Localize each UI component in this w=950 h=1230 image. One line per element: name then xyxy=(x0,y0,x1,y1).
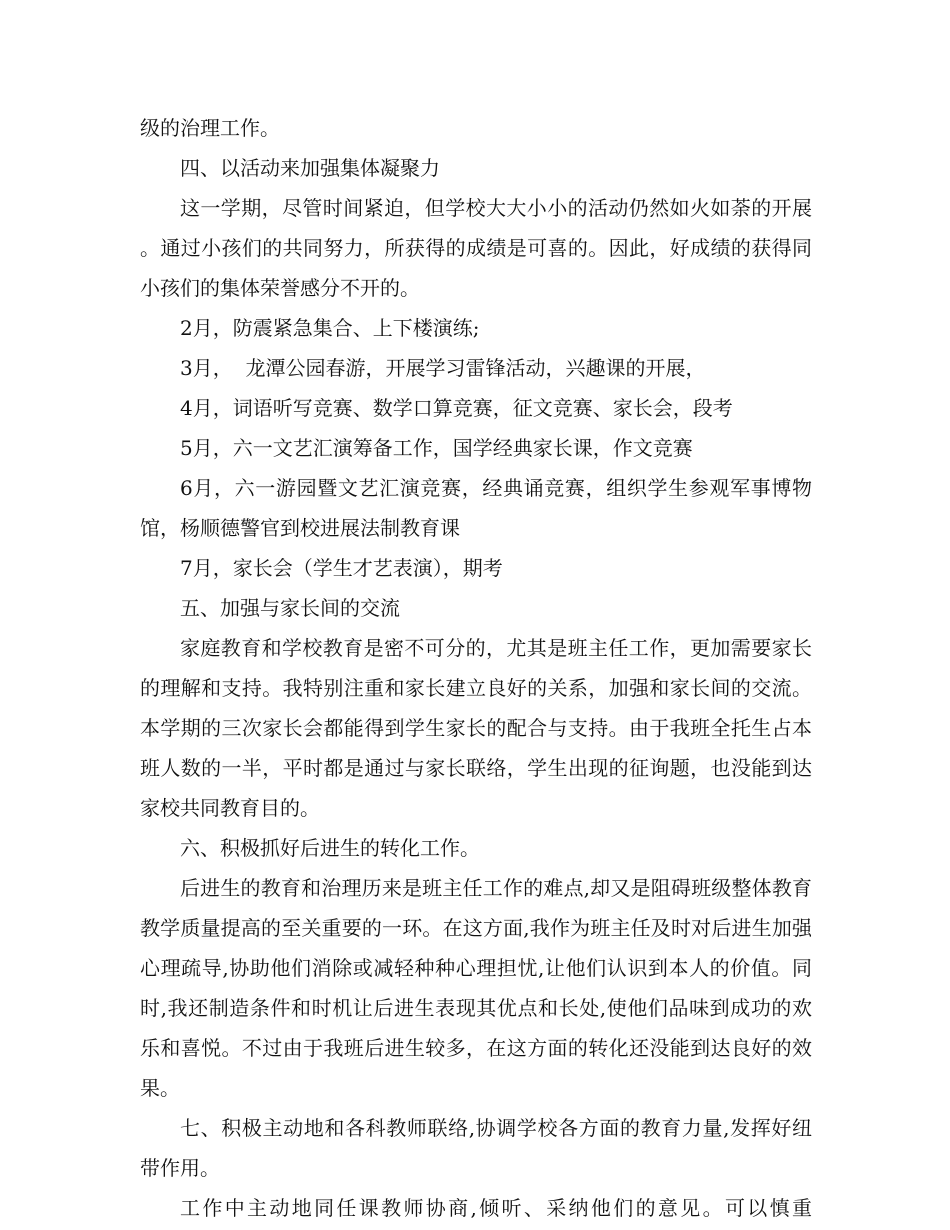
paragraph-continuation: 级的治理工作。 xyxy=(140,116,280,140)
section-heading-7: 七、积极主动地和各科教师联络,协调学校各方面的教育力量,发挥好纽带作用。 xyxy=(140,1116,812,1180)
section-heading-5: 五、加强与家长间的交流 xyxy=(180,596,400,620)
paragraph: 这一学期，尽管时间紧迫，但学校大大小小的活动仍然如火如荼的开展。通过小孩们的共同努力，所获得的成绩是可喜的。因此，好成绩的获得同小孩们的集体荣誉感分不开的。 xyxy=(140,196,812,300)
paragraph: 家庭教育和学校教育是密不可分的，尤其是班主任工作，更加需要家长的理解和支持。我特别注重和家长建立良好的关系，加强和家长间的交流。本学期的三次家长会都能得到学生家长的配合与支持。由于我班全托生占本班人数的一半，平时都是通过与家长联络，学生出现的征询题，也没能到达家校共同教育目的。 xyxy=(140,636,812,820)
list-item-month: 5月，六一文艺汇演筹备工作，国学经典家长课，作文竞赛 xyxy=(180,436,693,460)
section-heading-6: 六、积极抓好后进生的转化工作。 xyxy=(180,836,480,860)
paragraph: 后进生的教育和治理历来是班主任工作的难点,却又是阻碍班级整体教育教学质量提高的至关重要的一环。在这方面,我作为班主任及时对后进生加强心理疏导,协助他们消除或减轻种种心理担忧,让他们认识到本人的价值。同时,我还制造条件和时机让后进生表现其优点和长处,使他们品味到成功的欢乐和喜悦。不过由于我班后进生较多，在这方面的转化还没能到达良好的效果。 xyxy=(140,876,812,1100)
list-item-month: 7月，家长会（学生才艺表演），期考 xyxy=(180,556,503,580)
list-item-month: 4月，词语听写竞赛、数学口算竞赛，征文竞赛、家长会，段考 xyxy=(180,396,733,420)
list-item-month: 2月，防震紧急集合、上下楼演练; xyxy=(180,316,480,340)
paragraph-cut-off: 工作中主动地同任课教师协商,倾听、采纳他们的意见。可以慎重 xyxy=(180,1196,812,1220)
list-item-month: 6月，六一游园暨文艺汇演竞赛，经典诵竞赛，组织学生参观军事博物馆，杨顺德警官到校进展法制教育课 xyxy=(140,476,812,540)
document-body xyxy=(140,108,812,1228)
section-heading-4: 四、以活动来加强集体凝聚力 xyxy=(180,156,440,180)
list-item-month: 3月， 龙潭公园春游，开展学习雷锋活动，兴趣课的开展， xyxy=(180,356,706,380)
